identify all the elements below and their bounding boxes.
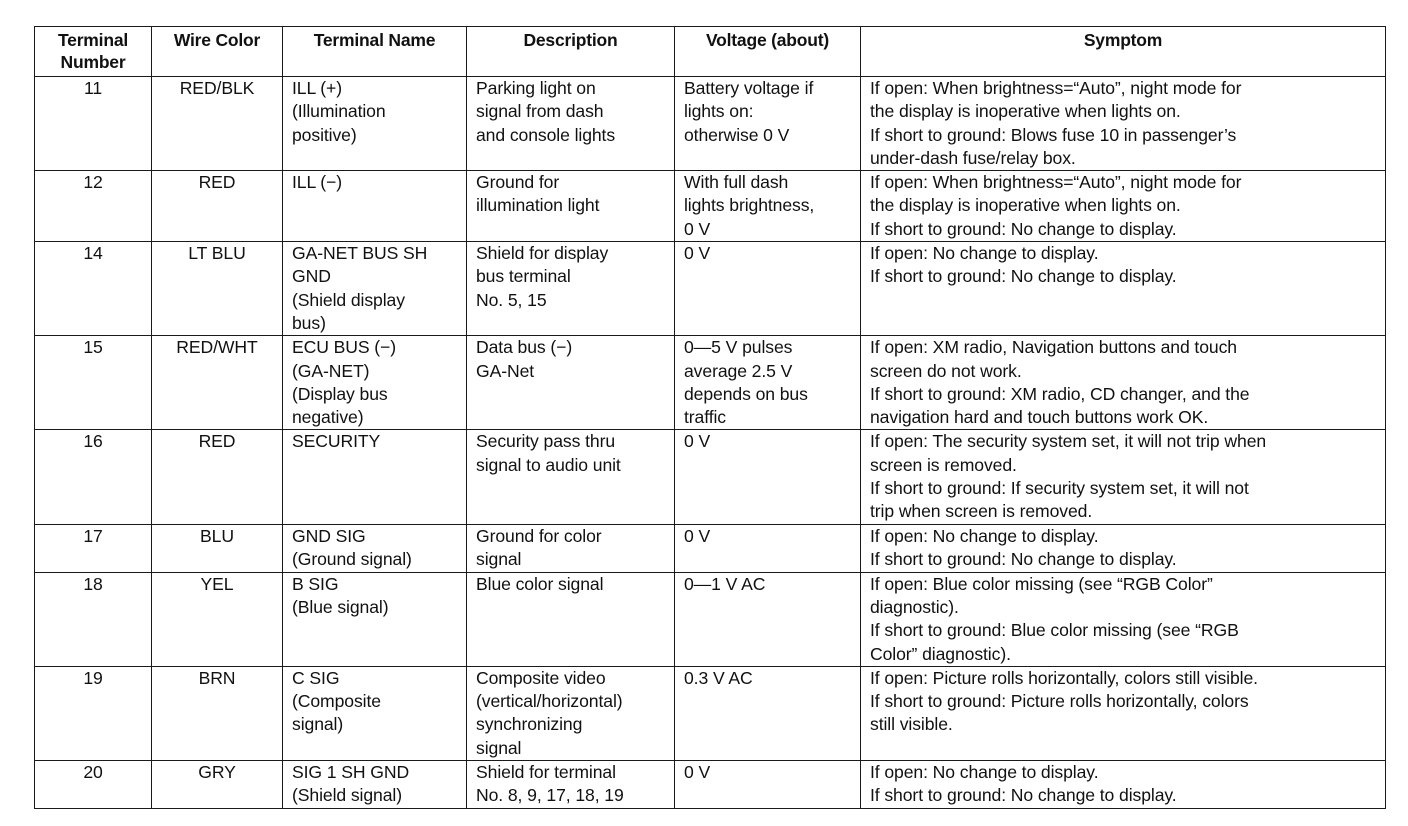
voltage-cell-line: 0 V	[684, 762, 711, 783]
symptom-cell	[861, 336, 1386, 430]
header-row	[35, 27, 1386, 77]
terminal-name-cell-line: (Ground signal)	[292, 548, 412, 569]
table-body	[35, 77, 1386, 809]
header-description: Description	[467, 27, 675, 77]
description-cell	[467, 761, 675, 809]
description-cell-line: (vertical/horizontal)	[476, 691, 623, 712]
voltage-cell-line: 0.3 V AC	[684, 667, 753, 688]
terminal-number-cell: 16	[35, 430, 152, 524]
voltage-cell	[675, 171, 861, 242]
terminal-table	[34, 26, 1386, 809]
symptom-cell-line: If short to ground: No change to display.	[870, 218, 1177, 239]
terminal-name-cell-line: ECU BUS (−)	[292, 337, 396, 358]
symptom-cell-line: trip when screen is removed.	[870, 501, 1093, 522]
terminal-name-cell	[283, 171, 467, 242]
description-cell-line: Shield for display	[476, 243, 609, 264]
voltage-cell	[675, 242, 861, 336]
terminal-name-cell-line: (Shield display	[292, 289, 405, 310]
header-terminal-name: Terminal Name	[283, 27, 467, 77]
description-cell	[467, 430, 675, 524]
voltage-cell	[675, 430, 861, 524]
description-cell-line: signal from dash	[476, 101, 604, 122]
description-cell-line: and console lights	[476, 124, 616, 145]
symptom-cell-line: If short to ground: No change to display.	[870, 785, 1177, 806]
voltage-cell-line: 0—5 V pulses	[684, 337, 793, 358]
description-cell-line: signal	[476, 737, 522, 758]
wire-color-cell: RED	[152, 430, 283, 524]
terminal-name-cell-line: signal)	[292, 714, 344, 735]
terminal-name-cell-line: bus)	[292, 312, 326, 333]
terminal-name-cell	[283, 572, 467, 666]
table-row	[35, 77, 1386, 171]
symptom-cell	[861, 77, 1386, 171]
voltage-cell-line: depends on bus	[684, 383, 808, 404]
terminal-name-cell-line: (Shield signal)	[292, 785, 402, 806]
voltage-cell-line: Battery voltage if	[684, 78, 814, 98]
voltage-cell-line: lights brightness,	[684, 195, 815, 216]
symptom-cell-line: the display is inoperative when lights on.	[870, 101, 1181, 122]
terminal-name-cell-line: ILL (+)	[292, 78, 342, 98]
description-cell-line: signal	[476, 548, 522, 569]
table-row	[35, 524, 1386, 572]
terminal-name-cell-line: positive)	[292, 124, 357, 145]
symptom-cell-line: screen do not work.	[870, 360, 1022, 381]
voltage-cell-line: traffic	[684, 407, 726, 428]
symptom-cell-line: If open: When brightness=“Auto”, night mode for	[870, 172, 1242, 193]
wire-color-cell: RED/WHT	[152, 336, 283, 430]
symptom-cell-line: If open: No change to display.	[870, 762, 1099, 783]
terminal-name-cell-line: (Composite	[292, 691, 381, 712]
terminal-name-cell-line: GA-NET BUS SH	[292, 243, 428, 264]
description-cell-line: Data bus (−)	[476, 337, 573, 358]
voltage-cell	[675, 77, 861, 171]
terminal-number-cell: 20	[35, 761, 152, 809]
terminal-name-cell-line: ILL (−)	[292, 172, 342, 193]
voltage-cell	[675, 761, 861, 809]
symptom-cell-line: If short to ground: No change to display.	[870, 548, 1177, 569]
symptom-cell-line: If open: Blue color missing (see “RGB Color”	[870, 573, 1213, 594]
terminal-number-cell: 18	[35, 572, 152, 666]
symptom-cell	[861, 242, 1386, 336]
voltage-cell-line: 0 V	[684, 218, 711, 239]
description-cell	[467, 242, 675, 336]
symptom-cell-line: If open: No change to display.	[870, 525, 1099, 546]
wire-color-cell: RED	[152, 171, 283, 242]
table-row	[35, 430, 1386, 524]
description-cell	[467, 524, 675, 572]
header-wire-color: Wire Color	[152, 27, 283, 77]
symptom-cell-line: If short to ground: If security system set, it will not	[870, 478, 1249, 499]
description-cell-line: Composite video	[476, 667, 606, 688]
description-cell	[467, 666, 675, 760]
voltage-cell-line: 0 V	[684, 243, 711, 264]
description-cell	[467, 336, 675, 430]
symptom-cell-line: under-dash fuse/relay box.	[870, 147, 1076, 168]
header-symptom: Symptom	[861, 27, 1386, 77]
description-cell	[467, 77, 675, 171]
table-row	[35, 171, 1386, 242]
terminal-table-container	[34, 26, 1385, 809]
terminal-name-cell-line: (Display bus	[292, 383, 388, 404]
symptom-cell-line: diagnostic).	[870, 596, 959, 617]
symptom-cell-line: If open: Picture rolls horizontally, colors still visible.	[870, 667, 1258, 688]
symptom-cell	[861, 524, 1386, 572]
voltage-cell-line: 0—1 V AC	[684, 573, 766, 594]
table-row	[35, 761, 1386, 809]
symptom-cell-line: Color” diagnostic).	[870, 643, 1011, 664]
description-cell-line: Ground for	[476, 172, 560, 193]
terminal-name-cell-line: (Illumination	[292, 101, 386, 122]
terminal-name-cell	[283, 336, 467, 430]
terminal-number-cell: 12	[35, 171, 152, 242]
description-cell-line: Shield for terminal	[476, 762, 616, 783]
voltage-cell-line: average 2.5 V	[684, 360, 793, 381]
terminal-name-cell-line: SIG 1 SH GND	[292, 762, 410, 783]
voltage-cell-line: 0 V	[684, 525, 711, 546]
wire-color-cell: YEL	[152, 572, 283, 666]
symptom-cell-line: If short to ground: Blue color missing (see “RGB	[870, 620, 1239, 641]
terminal-number-cell: 11	[35, 77, 152, 171]
description-cell	[467, 171, 675, 242]
wire-color-cell: RED/BLK	[152, 77, 283, 171]
terminal-name-cell	[283, 666, 467, 760]
description-cell-line: bus terminal	[476, 266, 571, 287]
wire-color-cell: LT BLU	[152, 242, 283, 336]
header-terminal-number: Terminal Number	[35, 27, 152, 77]
symptom-cell-line: If open: The security system set, it will not trip when	[870, 431, 1267, 452]
terminal-number-cell: 19	[35, 666, 152, 760]
symptom-cell-line: If short to ground: XM radio, CD changer, and the	[870, 383, 1250, 404]
symptom-cell	[861, 430, 1386, 524]
description-cell-line: Security pass thru	[476, 431, 616, 452]
terminal-name-cell	[283, 430, 467, 524]
terminal-name-cell-line: (Blue signal)	[292, 596, 389, 617]
terminal-number-cell: 15	[35, 336, 152, 430]
voltage-cell-line: With full dash	[684, 172, 789, 193]
terminal-name-cell-line: B SIG	[292, 573, 339, 594]
table-row	[35, 572, 1386, 666]
terminal-name-cell-line: GND	[292, 266, 331, 287]
voltage-cell	[675, 572, 861, 666]
terminal-name-cell	[283, 242, 467, 336]
terminal-name-cell-line: C SIG	[292, 667, 340, 688]
description-cell-line: illumination light	[476, 195, 600, 216]
symptom-cell	[861, 761, 1386, 809]
description-cell-line: Blue color signal	[476, 573, 604, 594]
terminal-name-cell	[283, 761, 467, 809]
symptom-cell	[861, 171, 1386, 242]
description-cell-line: Parking light on	[476, 78, 596, 98]
terminal-name-cell-line: (GA-NET)	[292, 360, 370, 381]
symptom-cell-line: If short to ground: No change to display.	[870, 266, 1177, 287]
symptom-cell-line: still visible.	[870, 714, 953, 735]
voltage-cell	[675, 666, 861, 760]
symptom-cell	[861, 572, 1386, 666]
table-row	[35, 242, 1386, 336]
description-cell-line: signal to audio unit	[476, 454, 621, 475]
terminal-name-cell	[283, 77, 467, 171]
terminal-name-cell	[283, 524, 467, 572]
symptom-cell-line: If open: No change to display.	[870, 243, 1099, 264]
voltage-cell-line: lights on:	[684, 101, 754, 122]
symptom-cell-line: navigation hard and touch buttons work OK.	[870, 407, 1209, 428]
terminal-number-cell: 17	[35, 524, 152, 572]
wire-color-cell: GRY	[152, 761, 283, 809]
symptom-cell-line: the display is inoperative when lights on.	[870, 195, 1181, 216]
description-cell-line: No. 5, 15	[476, 289, 547, 310]
terminal-name-cell-line: SECURITY	[292, 431, 381, 452]
wire-color-cell: BRN	[152, 666, 283, 760]
description-cell-line: No. 8, 9, 17, 18, 19	[476, 785, 624, 806]
wire-color-cell: BLU	[152, 524, 283, 572]
terminal-name-cell-line: negative)	[292, 407, 364, 428]
symptom-cell-line: If open: XM radio, Navigation buttons and touch	[870, 337, 1237, 358]
voltage-cell-line: otherwise 0 V	[684, 124, 790, 145]
table-row	[35, 336, 1386, 430]
symptom-cell	[861, 666, 1386, 760]
terminal-number-cell: 14	[35, 242, 152, 336]
symptom-cell-line: If open: When brightness=“Auto”, night mode for	[870, 78, 1242, 98]
symptom-cell-line: If short to ground: Picture rolls horizontally, colors	[870, 691, 1249, 712]
description-cell-line: Ground for color	[476, 525, 602, 546]
voltage-cell	[675, 336, 861, 430]
table-row	[35, 666, 1386, 760]
header-voltage: Voltage (about)	[675, 27, 861, 77]
description-cell	[467, 572, 675, 666]
symptom-cell-line: If short to ground: Blows fuse 10 in passenger’s	[870, 124, 1237, 145]
symptom-cell-line: screen is removed.	[870, 454, 1017, 475]
voltage-cell-line: 0 V	[684, 431, 711, 452]
terminal-name-cell-line: GND SIG	[292, 525, 366, 546]
description-cell-line: GA-Net	[476, 360, 535, 381]
voltage-cell	[675, 524, 861, 572]
description-cell-line: synchronizing	[476, 714, 583, 735]
